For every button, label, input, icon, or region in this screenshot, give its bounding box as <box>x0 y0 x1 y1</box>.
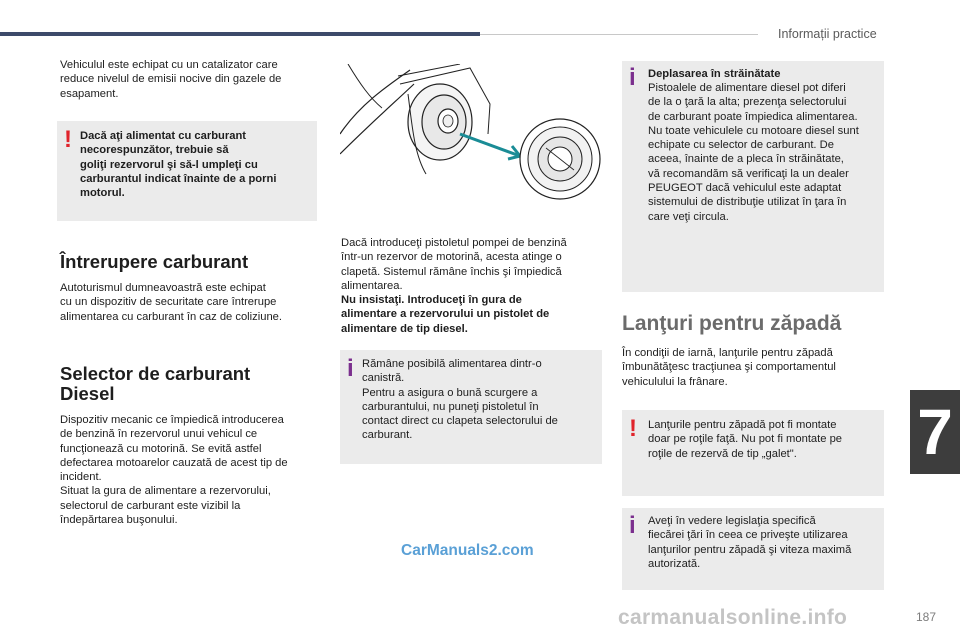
travel-info-title: Deplasarea în străinătate <box>648 68 781 80</box>
travel-info-body: Pistoalele de alimentare diesel pot diferi de la o ţară la alta; prezenţa selectorului de carburant poate împiedica alimentarea. Nu toate vehiculele cu motoare diesel sunt echipate cu selector de carburant. De aceea, înainte de a pleca în străinătate, vă recomandăm să verificaţi la un dealer PEUGEOT dacă vehiculul este adaptat sistemului de distribuţie utilizat în ţara în care veţi circula. <box>648 82 859 223</box>
watermark-carmanualsonline[interactable]: carmanualsonline.info <box>618 606 848 629</box>
heading-fuel-cutoff: Întrerupere carburant <box>60 251 249 272</box>
watermark-carmanuals2[interactable]: CarManuals2.com <box>401 542 534 559</box>
page-number: 187 <box>916 610 937 624</box>
heading-diesel-selector: Selector de carburant Diesel <box>60 363 251 404</box>
info-text-canister: Rămâne posibilă alimentarea dintr-o canistră. Pentru a asigura o bună scurgere a carburantului, nu puneţi pistoletul în contact direct cu clapeta selectorului de carburant. <box>362 358 558 442</box>
info-icon: i <box>629 64 636 91</box>
header-accent-bar <box>0 32 480 36</box>
warning-text-chains: Lanţurile pentru zăpadă pot fi montate doar pe roţile faţă. Nu pot fi montate pe roţile de rezervă de tip „galet". <box>648 419 843 460</box>
info-icon: i <box>629 512 636 539</box>
pistol-paragraph-bold: Nu insistaţi. Introduceţi în gura de alimentare a rezervorului un pistolet de alimentare de tip diesel. <box>341 294 550 335</box>
chapter-number: 7 <box>917 396 953 468</box>
warning-text-fuel: Dacă aţi alimentat cu carburant necorespunzător, trebuie să goliţi rezervorul şi să-l umpleţi cu carburantul indicat înainte de a porni motorul. <box>80 130 277 200</box>
pistol-paragraph: Dacă introduceţi pistoletul pompei de benzină într-un rezervor de motorină, acesta atinge o clapetă. Sistemul rămâne închis şi împiedică alimentarea. <box>341 237 567 292</box>
warning-icon: ! <box>629 415 637 442</box>
info-text-legislation: Aveţi în vedere legislaţia specifică fiecărei ţări în ceea ce priveşte utilizarea lanţurilor pentru zăpadă şi viteza maximă autorizată. <box>648 515 852 570</box>
chapter-tab <box>910 390 960 474</box>
warning-icon: ! <box>64 126 72 153</box>
info-icon: i <box>347 355 354 382</box>
intro-paragraph: Vehiculul este echipat cu un catalizator care reduce nivelul de emisii nocive din gazele de esapament. <box>60 59 282 100</box>
fuel-filler-illustration <box>340 64 602 224</box>
heading-snow-chains: Lanţuri pentru zăpadă <box>622 312 842 335</box>
fuel-cutoff-paragraph: Autoturismul dumneavoastră este echipat cu un dispozitiv de securitate care întrerupe alimentarea cu carburant în caz de coliziune. <box>60 282 283 323</box>
snow-chains-paragraph: În condiţii de iarnă, lanţurile pentru zăpadă îmbunătăţesc tracţiunea şi comportamentul vehiculului la frânare. <box>622 347 836 388</box>
header-rule <box>480 34 758 35</box>
diesel-selector-paragraph: Dispozitiv mecanic ce împiedică introducerea de benzină în rezervorul unui vehicul ce funcţionează cu motorină. Se evită astfel defectarea motoarelor cauzată de acest tip de incident. Situat la gura de alimentare a rezervorului, selectorul de carburant este vizibil la îndepărtarea buşonului. <box>60 414 288 527</box>
section-title: Informații practice <box>778 27 877 41</box>
